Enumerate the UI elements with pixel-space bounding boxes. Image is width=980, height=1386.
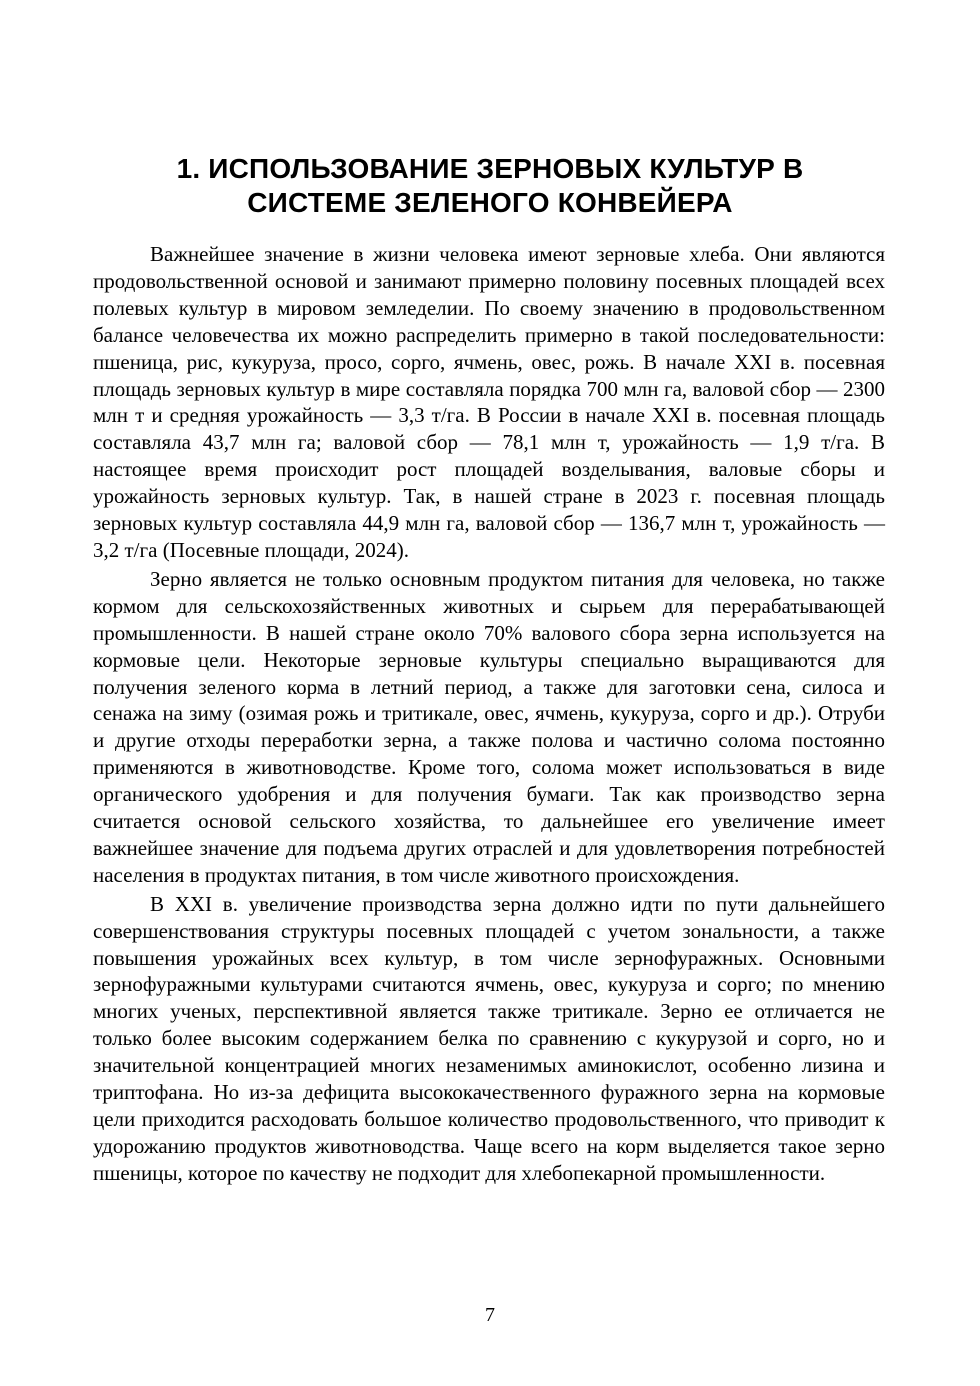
chapter-title [96,152,884,220]
paragraph-2: Зерно является не только основным продуктом питания для человека, но также кормом для сельскохозяйственных животных и сырьем для перерабатывающей промышленности. В нашей стране около 70% валового сбора зерна используется на кормовые цели. Некоторые зерновые культуры специально выращиваются для получения зеленого корма в летний период, а также для заготовки сена, силоса и сенажа на зиму (озимая рожь и тритикале, овес, ячмень, кукуруза, сорго и др.). Отруби и другие отходы переработки зерна, а также полова и частично солома постоянно применяются в животноводстве. Кроме того, солома может использоваться в виде органического удобрения и для получения бумаги. Так как производство зерна считается основой сельского хозяйства, то дальнейшее его увеличение имеет важнейшее значение для подъема других отраслей и для удовлетворения потребностей населения в продуктах питания, в том числе животного происхождения. [93,566,885,887]
body-text [93,241,885,1189]
chapter-title-line-2: СИСТЕМЕ ЗЕЛЕНОГО КОНВЕЙЕРА [247,187,733,218]
paragraph-1: Важнейшее значение в жизни человека имеют зерновые хлеба. Они являются продовольственной основой и занимают примерно половину посевных площадей всех полевых культур в мировом земледелии. По своему значению в продовольственном балансе человечества их можно распределить примерно в такой последовательности: пшеница, рис, кукуруза, просо, сорго, ячмень, овес, рожь. В начале XXI в. посевная площадь зерновых культур в мире составляла порядка 700 млн га, валовой сбор — 2300 млн т и средняя урожайность — 3,3 т/га. В России в начале XXI в. посевная площадь составляла 43,7 млн га; валовой сбор — 78,1 млн т, урожайность — 1,9 т/га. В настоящее время происходит рост площадей возделывания, валовые сборы и урожайность зерновых культур. Так, в нашей стране в 2023 г. посевная площадь зерновых культур составляла 44,9 млн га, валовой сбор — 136,7 млн т, урожайность — 3,2 т/га (Посевные площади, 2024). [93,242,885,562]
paragraph-3: В XXI в. увеличение производства зерна должно идти по пути дальнейшего совершенствования структуры посевных площадей с учетом зональности, а также повышения урожайных всех культур, в том числе зернофуражных. Основными зернофуражными культурами считаются ячмень, овес, кукуруза и сорго; по мнению многих ученых, перспективной является также тритикале. Зерно ее отличается не только более высоким содержанием белка по сравнению с кукурузой и сорго, но и значительной концентрацией многих незаменимых аминокислот, особенно лизина и триптофана. Но из-за дефицита высококачественного фуражного зерна на кормовые цели приходится расходовать большое количество продовольственного, что приводит к удорожанию продуктов животноводства. Чаще всего на корм выделяется такое зерно пшеницы, которое по качеству не подходит для хлебопекарной промышленности. [93,891,885,1185]
page-number: 7 [485,1304,495,1326]
chapter-title-line-1: 1. ИСПОЛЬЗОВАНИЕ ЗЕРНОВЫХ КУЛЬТУР В [176,153,804,184]
